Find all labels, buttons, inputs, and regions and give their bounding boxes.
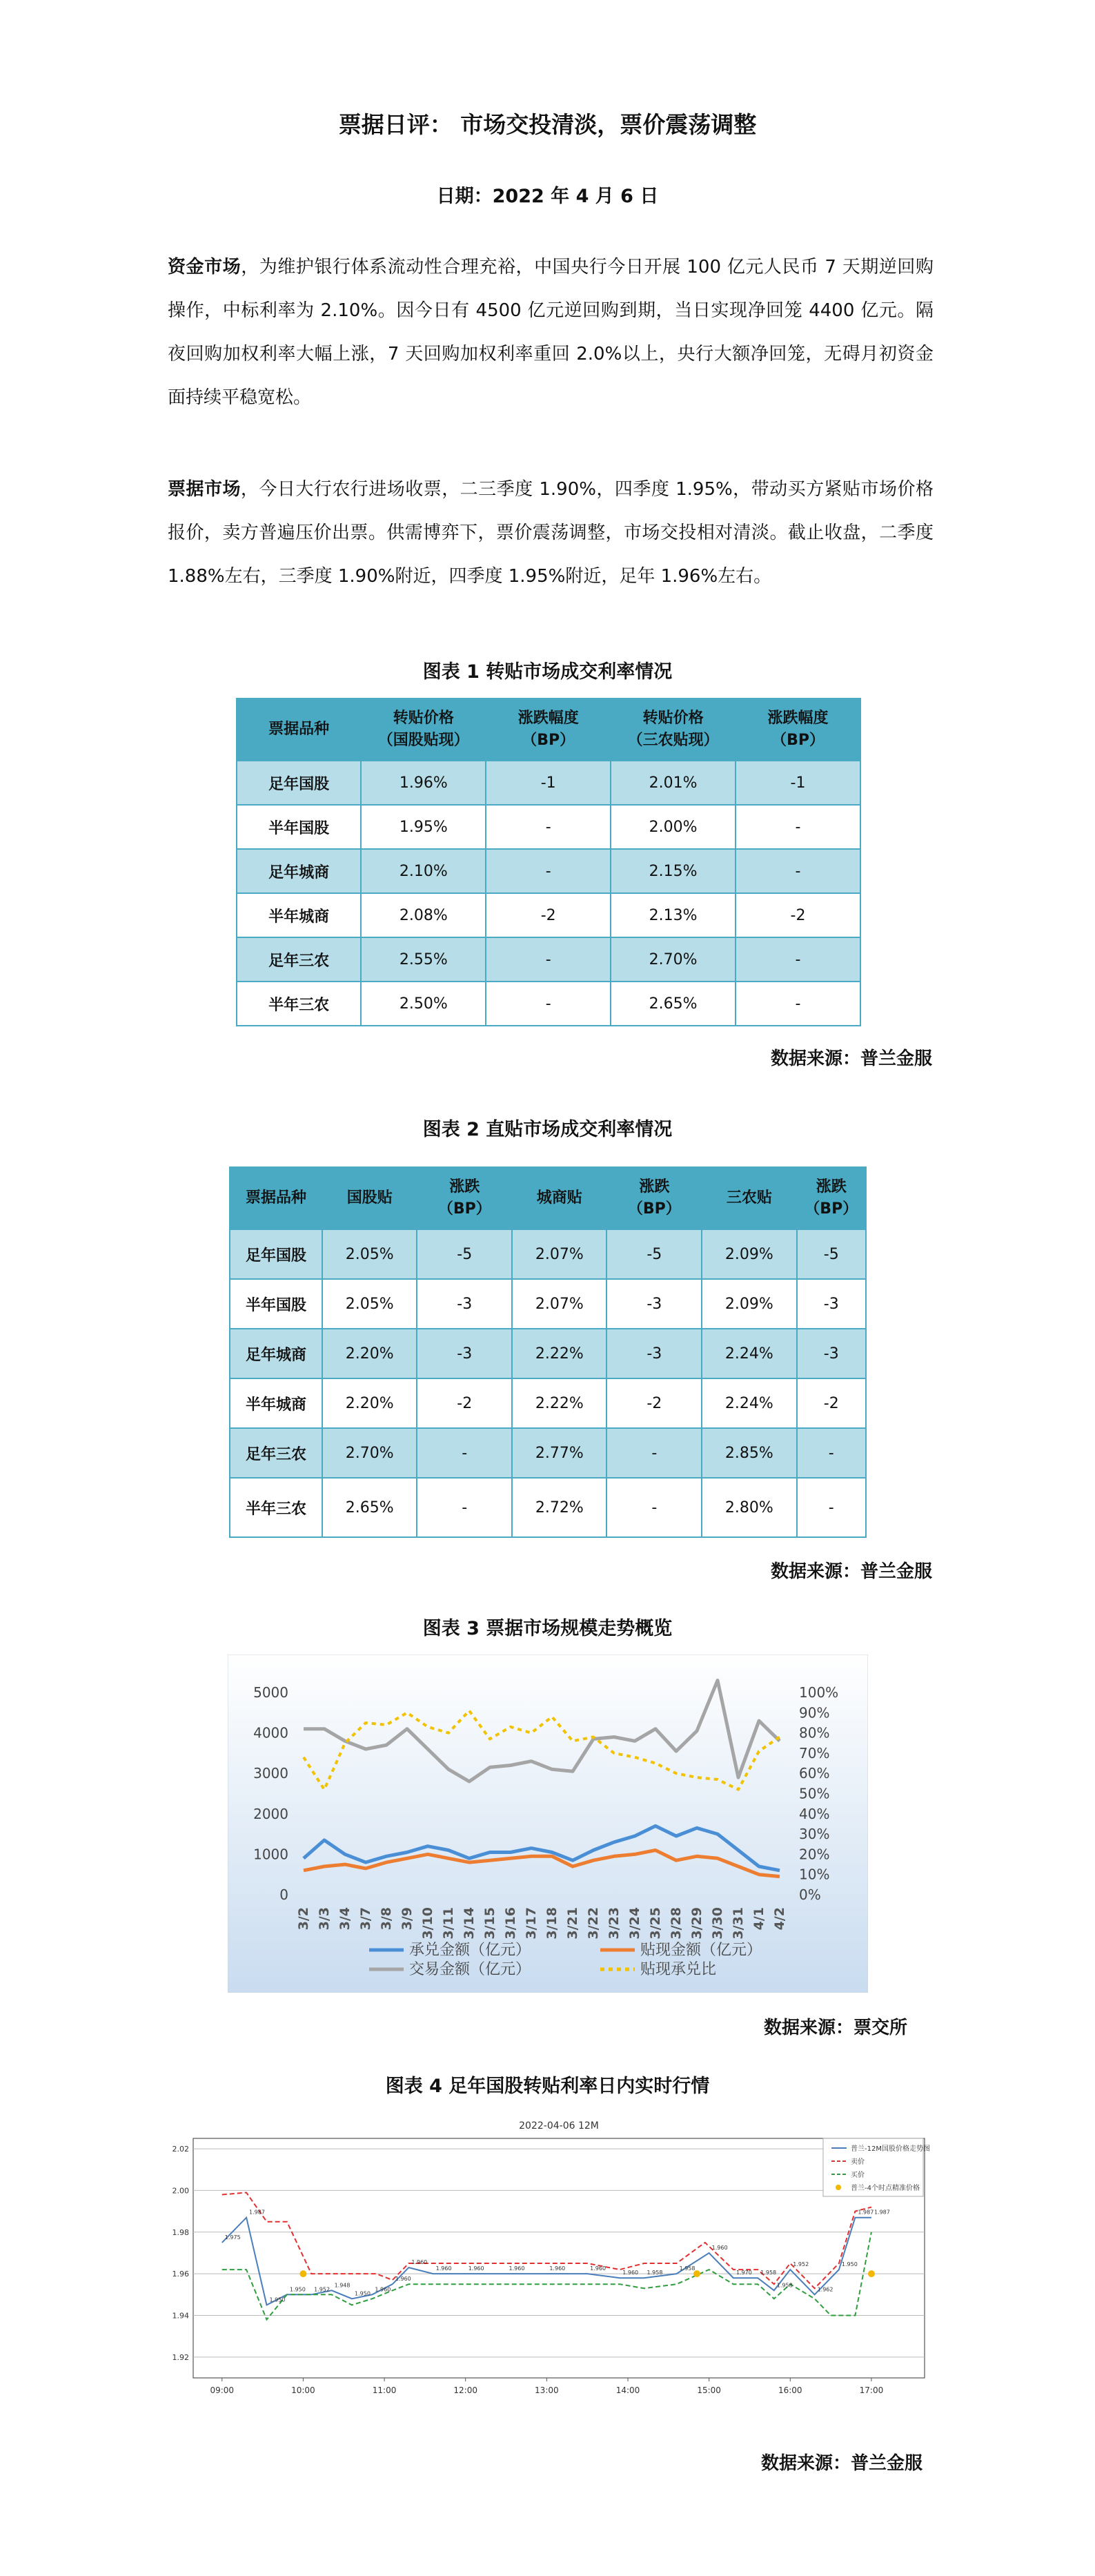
x-tick-label: 3/21 bbox=[565, 1907, 580, 1940]
table-cell: -5 bbox=[797, 1229, 866, 1279]
table-cell: 2.00% bbox=[611, 805, 736, 849]
data-label: 1.950 bbox=[841, 2261, 858, 2268]
figure4-title: 图表 4 足年国股转贴利率日内实时行情 bbox=[385, 2076, 710, 2097]
figure3-chart bbox=[228, 1655, 868, 1993]
table-cell: 2.05% bbox=[322, 1229, 417, 1279]
table-header-text: （三农贴现） bbox=[627, 732, 719, 749]
precise-price-dot bbox=[868, 2270, 875, 2277]
table-cell: 2.09% bbox=[702, 1279, 796, 1329]
x-tick-label: 13:00 bbox=[535, 2385, 559, 2395]
legend-label: 承兑金额（亿元） bbox=[409, 1942, 531, 1959]
data-label: 1.960 bbox=[375, 2286, 391, 2293]
legend-swatch bbox=[836, 2185, 841, 2190]
table-cell: - bbox=[606, 1428, 702, 1478]
table-cell: 2.20% bbox=[322, 1329, 417, 1378]
table-header-text: 转贴价格 bbox=[393, 710, 454, 727]
x-tick-label: 3/22 bbox=[586, 1907, 601, 1940]
table-cell: 2.01% bbox=[611, 761, 736, 805]
data-label: 1.952 bbox=[793, 2261, 809, 2268]
y-left-tick-label: 2000 bbox=[253, 1805, 288, 1822]
y-left-tick-label: 3000 bbox=[253, 1765, 288, 1782]
data-label: 1.960 bbox=[590, 2265, 606, 2272]
y-right-tick-label: 40% bbox=[799, 1805, 830, 1822]
legend-label: 普兰-4个时点精准价格 bbox=[851, 2185, 920, 2192]
table-row-label: 半年三农 bbox=[230, 1478, 322, 1537]
table-header-text: （BP） bbox=[522, 732, 575, 749]
table-cell: - bbox=[486, 805, 611, 849]
x-tick-label: 3/9 bbox=[399, 1907, 415, 1931]
figure1-source: 数据来源：普兰金服 bbox=[770, 1048, 932, 1069]
data-label: 1.970 bbox=[736, 2270, 752, 2276]
y-right-tick-label: 50% bbox=[799, 1785, 830, 1802]
table-cell: -2 bbox=[417, 1378, 512, 1428]
table-header-text: （BP） bbox=[437, 1200, 491, 1218]
chart4-subtitle: 2022-04-06 12M bbox=[519, 2120, 599, 2131]
table-cell: 2.72% bbox=[512, 1478, 606, 1537]
data-label: 1.950 bbox=[269, 2296, 286, 2303]
table-row bbox=[230, 1229, 866, 1279]
legend-label: 贴现承兑比 bbox=[640, 1961, 717, 1978]
table-row-label: 半年城商 bbox=[237, 893, 361, 937]
table-cell: 2.08% bbox=[361, 893, 486, 937]
table-cell: 2.50% bbox=[361, 982, 486, 1026]
table-cell: -2 bbox=[736, 893, 860, 937]
figure2-title: 图表 2 直贴市场成交利率情况 bbox=[422, 1119, 673, 1140]
table-header-text: 涨跌 bbox=[639, 1178, 670, 1196]
table-cell: 2.07% bbox=[512, 1229, 606, 1279]
y-right-tick-label: 0% bbox=[799, 1886, 821, 1903]
table-cell: 2.05% bbox=[322, 1279, 417, 1329]
table-header-text: （BP） bbox=[627, 1200, 681, 1218]
y-right-tick-label: 30% bbox=[799, 1826, 830, 1843]
x-tick-label: 3/4 bbox=[337, 1907, 353, 1931]
data-label: 1.952 bbox=[314, 2286, 331, 2293]
data-label: 1.987 bbox=[249, 2209, 265, 2216]
table-header-text: 涨跌 bbox=[449, 1178, 480, 1196]
table-row bbox=[230, 1329, 866, 1378]
table-header-row bbox=[237, 699, 860, 761]
y-tick-label: 1.98 bbox=[172, 2227, 189, 2237]
table-cell: 1.96% bbox=[361, 761, 486, 805]
table-header-cell bbox=[702, 1167, 796, 1229]
paragraph-bill-market bbox=[168, 468, 934, 598]
table-cell: 2.70% bbox=[611, 937, 736, 982]
table-header-text: （国股贴现） bbox=[377, 732, 469, 749]
table-cell: - bbox=[736, 937, 860, 982]
y-tick-label: 1.92 bbox=[172, 2352, 189, 2362]
y-left-tick-label: 0 bbox=[279, 1886, 288, 1903]
legend-label: 普兰-12M国股价格走势图 bbox=[851, 2145, 930, 2153]
x-tick-label: 16:00 bbox=[778, 2385, 802, 2395]
data-label: 1.960 bbox=[395, 2276, 411, 2283]
table-cell: -3 bbox=[417, 1279, 512, 1329]
x-tick-label: 3/3 bbox=[317, 1907, 332, 1931]
x-tick-label: 3/23 bbox=[606, 1907, 622, 1940]
table-cell: - bbox=[736, 805, 860, 849]
table-row-label: 足年国股 bbox=[230, 1229, 322, 1279]
x-tick-label: 3/24 bbox=[627, 1907, 642, 1940]
table-row bbox=[230, 1478, 866, 1537]
table-row bbox=[230, 1279, 866, 1329]
table-row-label: 半年三农 bbox=[237, 982, 361, 1026]
table-cell: -2 bbox=[797, 1378, 866, 1428]
table-cell: -2 bbox=[606, 1378, 702, 1428]
x-tick-label: 10:00 bbox=[291, 2385, 315, 2395]
table-cell: - bbox=[417, 1428, 512, 1478]
table-header-text: 涨跌 bbox=[816, 1178, 847, 1196]
y-left-tick-label: 4000 bbox=[253, 1724, 288, 1741]
data-label: 1.958 bbox=[760, 2270, 777, 2276]
table-row bbox=[230, 1378, 866, 1428]
table-header-text: 转贴价格 bbox=[642, 710, 704, 727]
table-row bbox=[237, 937, 860, 982]
table-row-label: 足年城商 bbox=[237, 849, 361, 893]
table-cell: 2.10% bbox=[361, 849, 486, 893]
table-cell: -3 bbox=[417, 1329, 512, 1378]
x-tick-label: 4/2 bbox=[772, 1907, 787, 1931]
data-label: 1.960 bbox=[435, 2265, 452, 2272]
table-row bbox=[237, 982, 860, 1026]
table-row-label: 足年三农 bbox=[230, 1428, 322, 1478]
table-cell: 2.09% bbox=[702, 1229, 796, 1279]
data-label: 1.960 bbox=[468, 2265, 484, 2272]
table-cell: -3 bbox=[606, 1279, 702, 1329]
table-header-text: 涨跌幅度 bbox=[517, 710, 579, 727]
table-cell: -3 bbox=[606, 1329, 702, 1378]
table-cell: 2.20% bbox=[322, 1378, 417, 1428]
table-cell: 2.24% bbox=[702, 1329, 796, 1378]
data-label: 1.948 bbox=[334, 2282, 351, 2289]
table-cell: 2.70% bbox=[322, 1428, 417, 1478]
x-tick-label: 3/7 bbox=[358, 1907, 373, 1931]
table-cell: 2.15% bbox=[611, 849, 736, 893]
figure4-source: 数据来源：普兰金服 bbox=[760, 2453, 923, 2474]
table-header-text: 城商贴 bbox=[536, 1189, 582, 1207]
table-cell: 2.22% bbox=[512, 1329, 606, 1378]
y-right-tick-label: 70% bbox=[799, 1744, 830, 1762]
figure4-chart-svg bbox=[172, 2112, 931, 2416]
table-row-label: 足年国股 bbox=[237, 761, 361, 805]
figure4-chart bbox=[172, 2112, 931, 2416]
y-right-tick-label: 60% bbox=[799, 1765, 830, 1782]
legend-label: 交易金额（亿元） bbox=[409, 1961, 531, 1978]
y-left-tick-label: 1000 bbox=[253, 1846, 288, 1863]
figure3-chart-svg bbox=[228, 1655, 868, 1993]
data-label: 1.987 bbox=[858, 2209, 874, 2216]
y-right-tick-label: 100% bbox=[799, 1684, 839, 1701]
table-row-label: 足年城商 bbox=[230, 1329, 322, 1378]
table-header-cell bbox=[611, 699, 736, 761]
table-cell: -2 bbox=[486, 893, 611, 937]
y-tick-label: 1.96 bbox=[172, 2270, 189, 2279]
x-tick-label: 3/11 bbox=[441, 1907, 456, 1940]
x-tick-label: 09:00 bbox=[210, 2385, 235, 2395]
table-header-text: 涨跌幅度 bbox=[767, 710, 829, 727]
paragraph-lead-money-market: 资金市场 bbox=[168, 257, 241, 277]
report-date: 日期：2022 年 4 月 6 日 bbox=[436, 186, 659, 207]
data-label: 1.960 bbox=[509, 2265, 525, 2272]
legend-label: 买价 bbox=[851, 2172, 865, 2179]
y-right-tick-label: 90% bbox=[799, 1704, 830, 1721]
table-cell: - bbox=[486, 849, 611, 893]
table-cell: 2.65% bbox=[611, 982, 736, 1026]
table-header-cell bbox=[797, 1167, 866, 1229]
y-right-tick-label: 10% bbox=[799, 1866, 830, 1883]
data-label: 1.960 bbox=[622, 2270, 639, 2276]
table-cell: -5 bbox=[417, 1229, 512, 1279]
y-tick-label: 1.94 bbox=[172, 2311, 189, 2321]
table-cell: 2.22% bbox=[512, 1378, 606, 1428]
data-label: 1.950 bbox=[355, 2290, 371, 2297]
y-right-tick-label: 20% bbox=[799, 1846, 830, 1863]
figure2-table bbox=[229, 1167, 867, 1538]
table-cell: - bbox=[797, 1478, 866, 1537]
x-tick-label: 3/18 bbox=[544, 1907, 560, 1940]
legend-label: 贴现金额（亿元） bbox=[640, 1942, 762, 1959]
figure3-title: 图表 3 票据市场规模走势概览 bbox=[422, 1618, 673, 1639]
paragraph-money-market bbox=[168, 246, 934, 420]
x-tick-label: 3/8 bbox=[379, 1907, 394, 1931]
table-cell: 2.80% bbox=[702, 1478, 796, 1537]
table-row bbox=[237, 893, 860, 937]
table-cell: 2.24% bbox=[702, 1378, 796, 1428]
table-cell: -1 bbox=[486, 761, 611, 805]
x-tick-label: 3/30 bbox=[710, 1907, 725, 1940]
table-header-cell bbox=[237, 699, 361, 761]
table-row bbox=[237, 849, 860, 893]
table-cell: 2.85% bbox=[702, 1428, 796, 1478]
table-row bbox=[230, 1428, 866, 1478]
x-tick-label: 3/14 bbox=[462, 1907, 477, 1940]
chart3-background bbox=[228, 1655, 868, 1993]
table-header-cell bbox=[486, 699, 611, 761]
table-cell: - bbox=[486, 937, 611, 982]
data-label: 1.975 bbox=[224, 2234, 241, 2241]
table-cell: -1 bbox=[736, 761, 860, 805]
x-tick-label: 3/2 bbox=[296, 1907, 311, 1931]
table-cell: - bbox=[606, 1478, 702, 1537]
table-header-cell bbox=[606, 1167, 702, 1229]
x-tick-label: 17:00 bbox=[859, 2385, 884, 2395]
chart4-plot-frame bbox=[193, 2138, 925, 2378]
y-right-tick-label: 80% bbox=[799, 1724, 830, 1741]
x-tick-label: 4/1 bbox=[751, 1907, 767, 1931]
table-cell: -3 bbox=[797, 1329, 866, 1378]
figure2-source: 数据来源：普兰金服 bbox=[770, 1561, 932, 1582]
table-header-text: 票据品种 bbox=[268, 721, 330, 738]
data-label: 1.950 bbox=[289, 2286, 306, 2293]
table-row-label: 半年国股 bbox=[230, 1279, 322, 1329]
table-header-text: 国股贴 bbox=[346, 1189, 393, 1207]
paragraph-body-money-market: ，为维护银行体系流动性合理充裕，中国央行今日开展 100 亿元人民币 7 天期逆回购操作，中标利率为 2.10%。因今日有 4500 亿元逆回购到期，当日实现净回笼 4400 亿元。隔夜回购加权利率大幅上涨，7 天回购加权利率重回 2.0%以上，央行大额净回笼，无碍月初资金面持续平稳宽松。 bbox=[168, 257, 934, 408]
figure3-source: 数据来源：票交所 bbox=[763, 2018, 907, 2038]
table-header-text: （BP） bbox=[771, 732, 825, 749]
paragraph-body-bill-market: ，今日大行农行进场收票，二三季度 1.90%，四季度 1.95%，带动买方紧贴市场价格报价，卖方普遍压价出票。供需博弈下，票价震荡调整，市场交投相对清淡。截止收盘，二季度 1.88%左右，三季度 1.90%附近，四季度 1.95%附近，足年 1.96%左右。 bbox=[168, 479, 934, 587]
data-label: 1.958 bbox=[647, 2270, 663, 2276]
table-cell: - bbox=[736, 982, 860, 1026]
data-label: 1.958 bbox=[776, 2282, 793, 2289]
x-tick-label: 11:00 bbox=[372, 2385, 397, 2395]
x-tick-label: 3/28 bbox=[669, 1907, 684, 1940]
table-header-cell bbox=[322, 1167, 417, 1229]
table-header-cell bbox=[230, 1167, 322, 1229]
x-tick-label: 3/16 bbox=[503, 1907, 518, 1940]
paragraph-lead-bill-market: 票据市场 bbox=[168, 479, 241, 500]
data-label: 1.987 bbox=[874, 2209, 890, 2216]
table-cell: - bbox=[736, 849, 860, 893]
table-header-text: 票据品种 bbox=[246, 1189, 307, 1207]
data-label: 1.960 bbox=[711, 2244, 728, 2251]
figure1-title: 图表 1 转贴市场成交利率情况 bbox=[422, 661, 673, 683]
x-tick-label: 14:00 bbox=[615, 2385, 640, 2395]
x-tick-label: 3/17 bbox=[524, 1907, 539, 1940]
table-header-text: （BP） bbox=[805, 1200, 858, 1218]
table-cell: 2.65% bbox=[322, 1478, 417, 1537]
table-row-label: 半年国股 bbox=[237, 805, 361, 849]
data-label: 1.960 bbox=[411, 2259, 428, 2266]
table-cell: - bbox=[417, 1478, 512, 1537]
table-cell: - bbox=[486, 982, 611, 1026]
table-cell: - bbox=[797, 1428, 866, 1478]
table-cell: 1.95% bbox=[361, 805, 486, 849]
precise-price-dot bbox=[299, 2270, 306, 2277]
table-cell: 2.07% bbox=[512, 1279, 606, 1329]
table-row-label: 足年三农 bbox=[237, 937, 361, 982]
data-label: 1.962 bbox=[817, 2286, 833, 2293]
table-header-row bbox=[230, 1167, 866, 1229]
y-tick-label: 2.02 bbox=[172, 2145, 189, 2154]
x-tick-label: 3/25 bbox=[648, 1907, 663, 1940]
table-row-label: 半年城商 bbox=[230, 1378, 322, 1428]
x-tick-label: 12:00 bbox=[453, 2385, 478, 2395]
table-cell: -3 bbox=[797, 1279, 866, 1329]
x-tick-label: 3/29 bbox=[689, 1907, 704, 1940]
x-tick-label: 15:00 bbox=[697, 2385, 721, 2395]
table-cell: 2.55% bbox=[361, 937, 486, 982]
legend-label: 卖价 bbox=[851, 2158, 865, 2166]
table-cell: 2.77% bbox=[512, 1428, 606, 1478]
x-tick-label: 3/15 bbox=[482, 1907, 497, 1940]
table-row bbox=[237, 805, 860, 849]
x-tick-label: 3/10 bbox=[420, 1907, 435, 1940]
y-left-tick-label: 5000 bbox=[253, 1684, 288, 1701]
table-cell: -5 bbox=[606, 1229, 702, 1279]
table-header-cell bbox=[512, 1167, 606, 1229]
page-title: 票据日评： 市场交投清淡，票价震荡调整 bbox=[338, 111, 757, 138]
table-header-cell bbox=[736, 699, 860, 761]
table-header-text: 三农贴 bbox=[726, 1189, 772, 1207]
y-tick-label: 2.00 bbox=[172, 2186, 189, 2196]
table-cell: 2.13% bbox=[611, 893, 736, 937]
data-label: 1.958 bbox=[679, 2265, 696, 2272]
table-header-cell bbox=[417, 1167, 512, 1229]
x-tick-label: 3/31 bbox=[731, 1907, 746, 1940]
data-label: 1.960 bbox=[549, 2265, 566, 2272]
table-row bbox=[237, 761, 860, 805]
figure1-table bbox=[236, 698, 861, 1026]
table-header-cell bbox=[361, 699, 486, 761]
